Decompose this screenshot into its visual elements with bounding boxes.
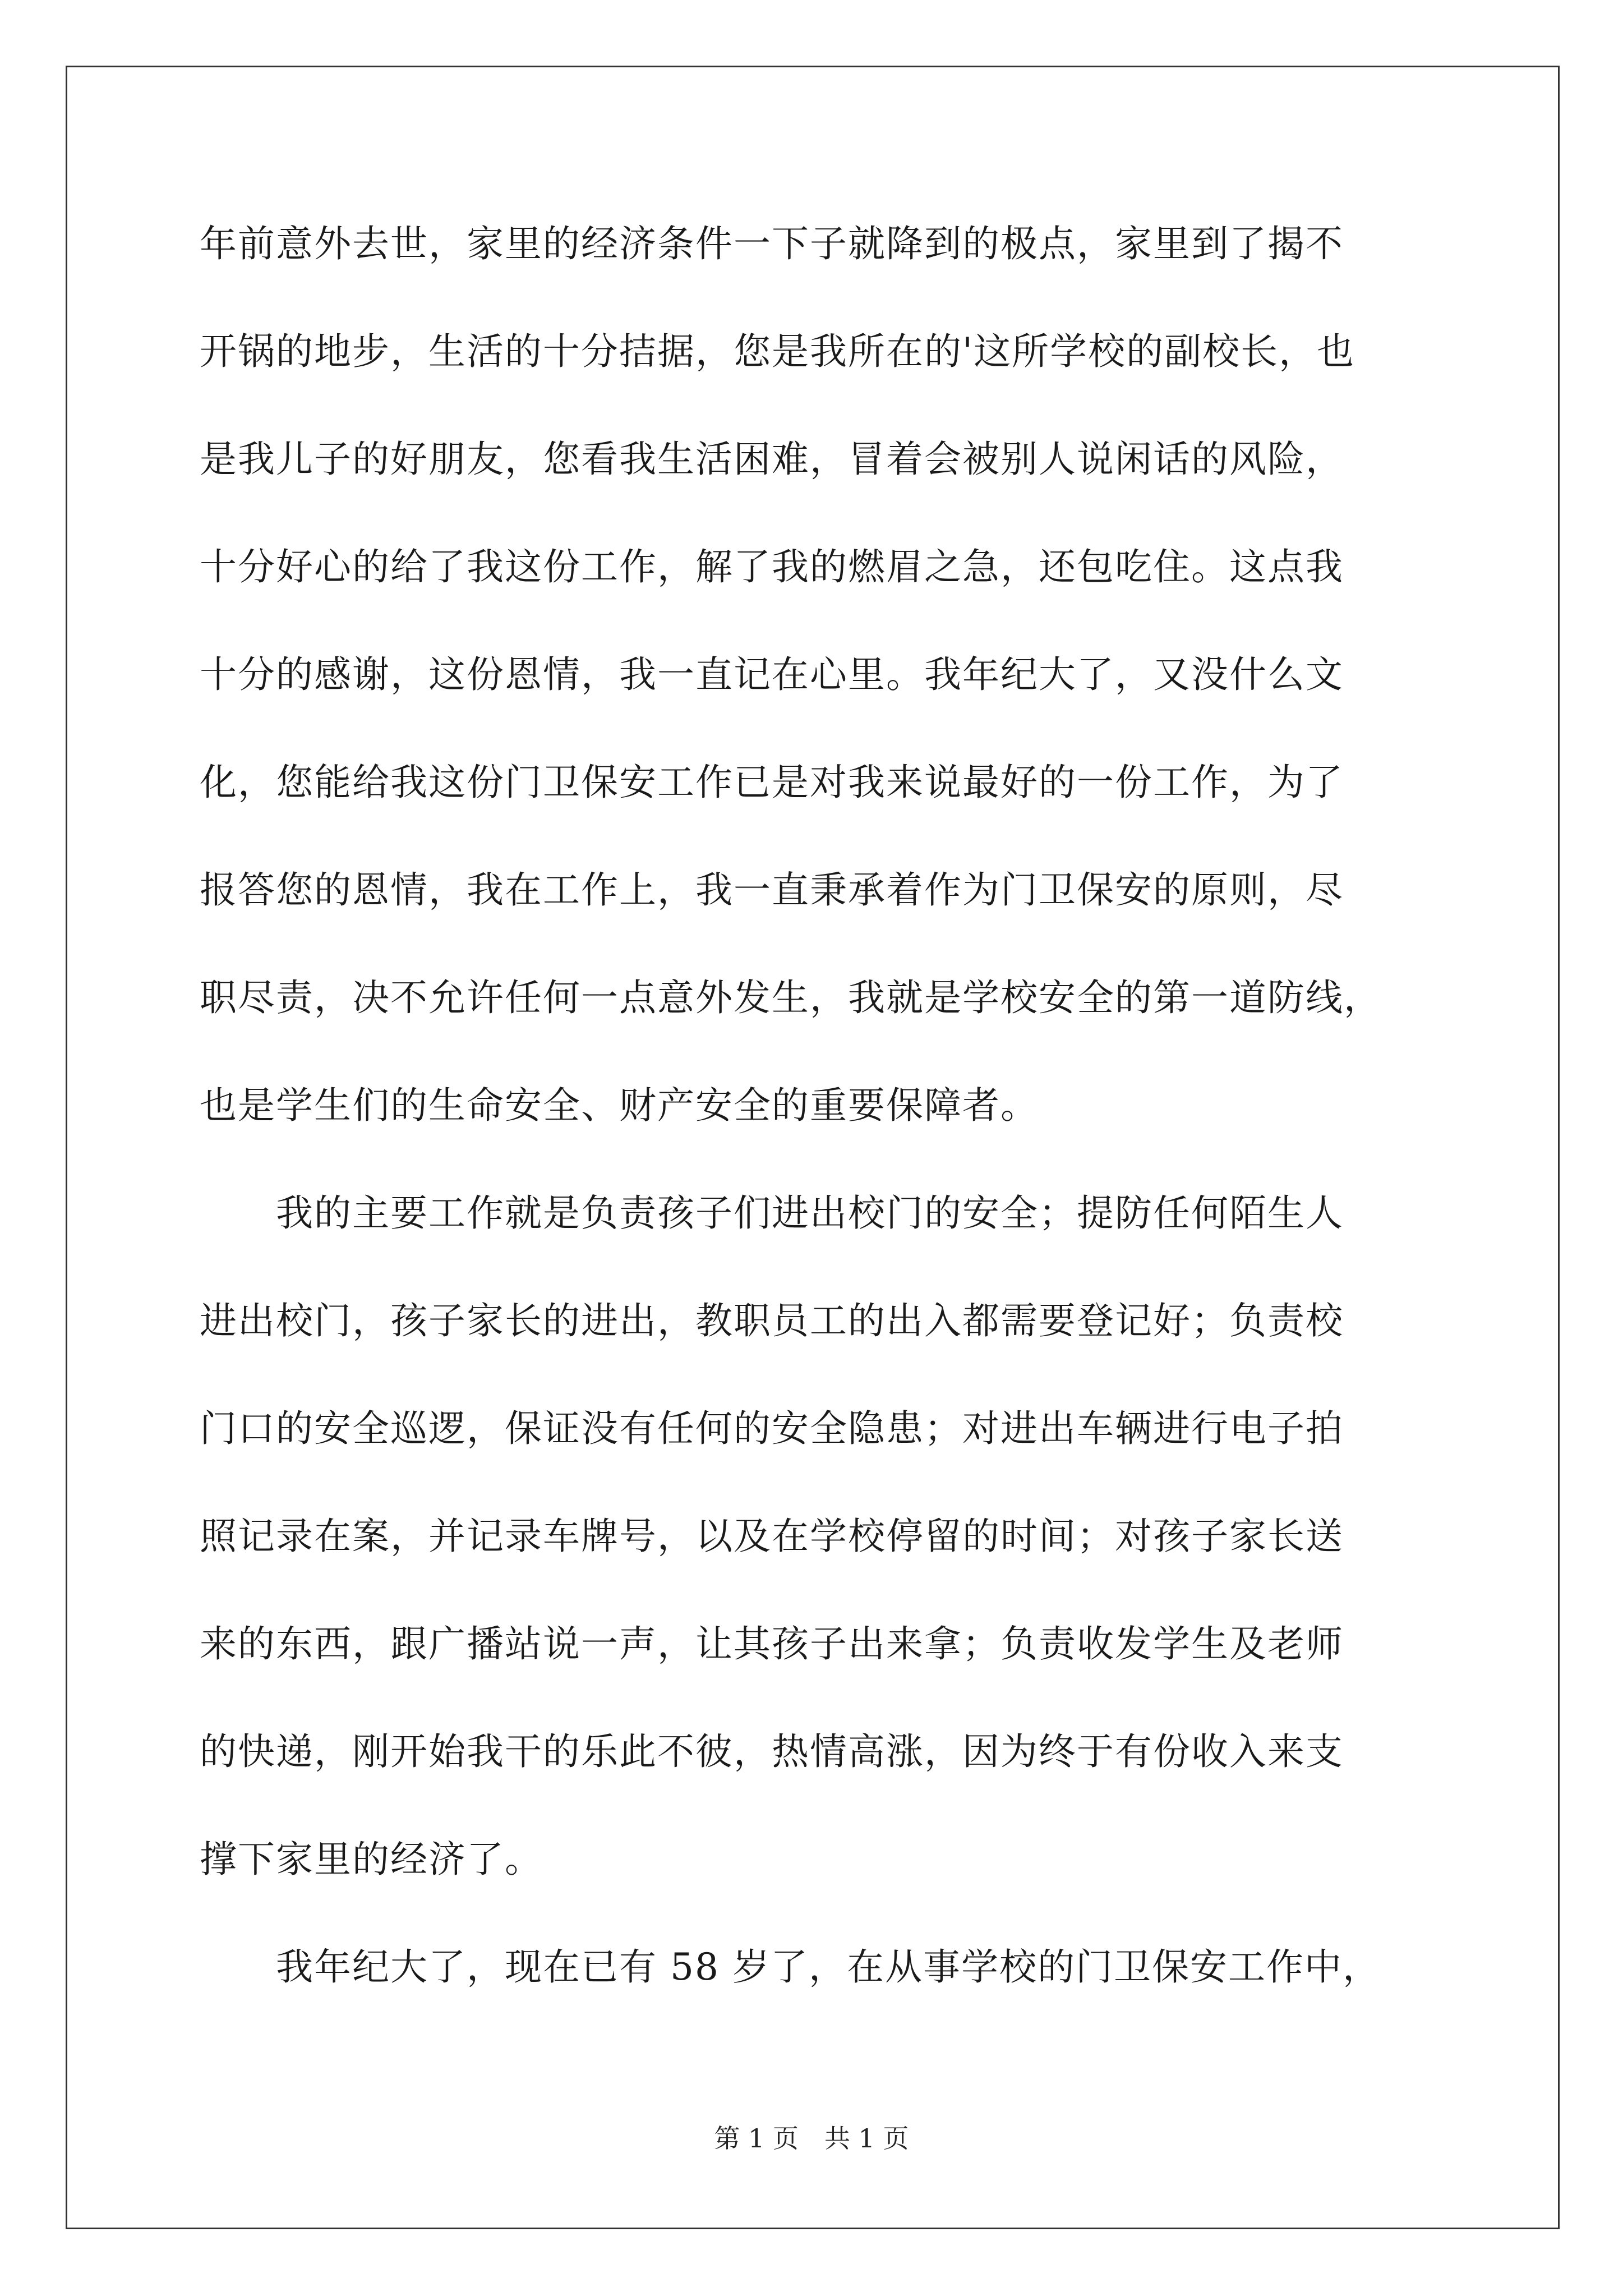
paragraph-first-line: 我的主要工作就是负责孩子们进出校门的安全；提防任何陌生人	[200, 1191, 1344, 1235]
text-line: 化，您能给我这份门卫保安工作已是对我来说最好的一份工作，为了	[200, 761, 1344, 804]
text-line: 门口的安全巡逻，保证没有任何的安全隐患；对进出车辆进行电子拍	[200, 1407, 1344, 1450]
text-line: 照记录在案，并记录车牌号，以及在学校停留的时间；对孩子家长送	[200, 1515, 1344, 1558]
text-line: 年前意外去世，家里的经济条件一下子就降到的极点，家里到了揭不	[200, 222, 1344, 265]
text-line: 进出校门，孩子家长的进出，教职员工的出入都需要登记好；负责校	[200, 1299, 1344, 1342]
text-line: 开锅的地步，生活的十分拮据，您是我所在的'这所学校的副校长，也	[200, 330, 1355, 373]
paragraph-first-line: 我年纪大了，现在已有 58 岁了，在从事学校的门卫保安工作中，	[200, 1945, 1381, 1989]
text-line: 的快递，刚开始我干的乐此不彼，热情高涨，因为终于有份收入来支	[200, 1730, 1344, 1773]
text-line: 十分好心的给了我这份工作，解了我的燃眉之急，还包吃住。这点我	[200, 545, 1344, 588]
text-line: 报答您的恩情，我在工作上，我一直秉承着作为门卫保安的原则，尽	[200, 868, 1344, 912]
text-line: 职尽责，决不允许任何一点意外发生，我就是学校安全的第一道防线，	[200, 976, 1382, 1019]
text-line: 也是学生们的生命安全、财产安全的重要保障者。	[200, 1084, 1039, 1127]
text-line: 来的东西，跟广播站说一声，让其孩子出来拿；负责收发学生及老师	[200, 1622, 1344, 1665]
page-footer: 第 1 页 共 1 页	[714, 2123, 909, 2154]
text-line: 十分的感谢，这份恩情，我一直记在心里。我年纪大了，又没什么文	[200, 653, 1344, 696]
text-line: 撑下家里的经济了。	[200, 1838, 543, 1881]
document-body	[200, 216, 1422, 2047]
text-line: 是我儿子的好朋友，您看我生活困难，冒着会被别人说闲话的风险，	[200, 438, 1344, 481]
